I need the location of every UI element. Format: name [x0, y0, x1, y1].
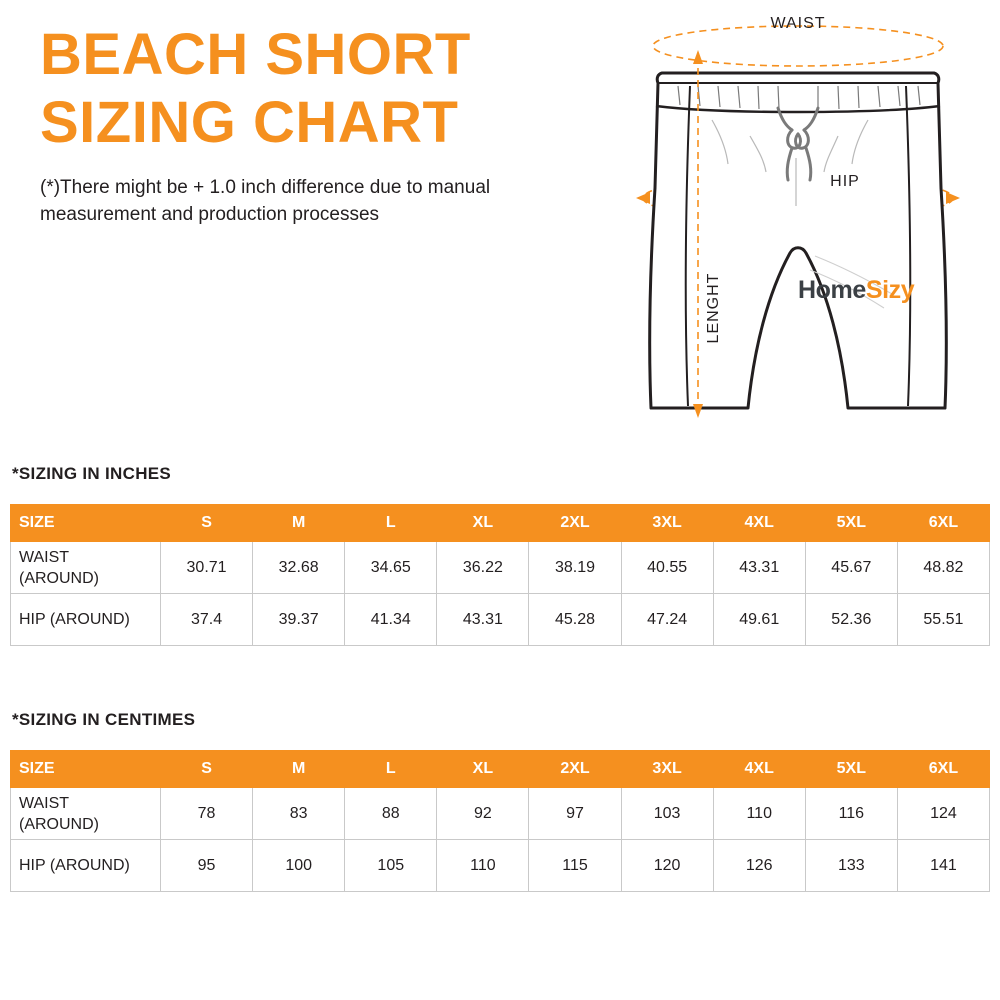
waist-label: WAIST [770, 15, 826, 32]
length-label: LENGHT [705, 272, 722, 344]
cell-waist-m: 32.68 [253, 542, 345, 594]
cell-waist-l: 34.65 [345, 542, 437, 594]
table-row [11, 788, 990, 840]
cell-waist-3xl: 40.55 [621, 542, 713, 594]
table-row [11, 542, 990, 594]
cell-hip-m: 39.37 [253, 594, 345, 646]
cell-hip-cm-xl: 110 [437, 840, 529, 892]
sizing-table-centimes [10, 750, 990, 892]
cell-waist-5xl: 45.67 [805, 542, 897, 594]
page-title-line-2: SIZING CHART [40, 90, 459, 155]
section-label-inches: *SIZING IN INCHES [12, 464, 172, 483]
cell-waist-xl: 36.22 [437, 542, 529, 594]
hip-label: HIP [830, 173, 860, 190]
column-header-6xl-cm: 6XL [897, 751, 989, 788]
column-header-s-cm: S [161, 751, 253, 788]
cell-waist-4xl: 43.31 [713, 542, 805, 594]
row-label-hip-cm-line1: HIP (AROUND) [19, 857, 130, 874]
column-header-s: S [161, 505, 253, 542]
column-header-3xl-cm: 3XL [621, 751, 713, 788]
cell-hip-cm-3xl: 120 [621, 840, 713, 892]
row-label-hip-line1: HIP (AROUND) [19, 611, 130, 628]
cell-hip-xl: 43.31 [437, 594, 529, 646]
column-header-2xl: 2XL [529, 505, 621, 542]
cell-waist-cm-m: 83 [253, 788, 345, 840]
row-label-waist [11, 542, 161, 594]
cell-hip-cm-m: 100 [253, 840, 345, 892]
shorts-outline [650, 73, 947, 408]
cell-waist-s: 30.71 [161, 542, 253, 594]
column-header-5xl: 5XL [805, 505, 897, 542]
cell-waist-cm-l: 88 [345, 788, 437, 840]
cell-waist-2xl: 38.19 [529, 542, 621, 594]
column-header-l: L [345, 505, 437, 542]
column-header-size: SIZE [11, 505, 161, 542]
brand-name-part2: Sizy [865, 276, 915, 304]
cell-hip-cm-5xl: 133 [805, 840, 897, 892]
cell-hip-cm-6xl: 141 [897, 840, 989, 892]
row-label-waist-line2: (AROUND) [19, 569, 99, 587]
cell-hip-6xl: 55.51 [897, 594, 989, 646]
column-header-xl: XL [437, 505, 529, 542]
cell-hip-l: 41.34 [345, 594, 437, 646]
header [40, 22, 600, 228]
row-label-waist-cm-line1: WAIST [19, 794, 70, 812]
column-header-5xl-cm: 5XL [805, 751, 897, 788]
cell-waist-cm-5xl: 116 [805, 788, 897, 840]
cell-waist-cm-xl: 92 [437, 788, 529, 840]
cell-waist-cm-s: 78 [161, 788, 253, 840]
table-header-row [11, 505, 990, 542]
measurement-note: (*)There might be + 1.0 inch difference due to manual measurement and production processes [40, 177, 491, 225]
cell-hip-cm-l: 105 [345, 840, 437, 892]
brand-name-part1: Home [798, 276, 866, 304]
column-header-6xl: 6XL [897, 505, 989, 542]
cell-hip-4xl: 49.61 [713, 594, 805, 646]
row-label-waist-cm [11, 788, 161, 840]
section-label-centimes: *SIZING IN CENTIMES [12, 710, 196, 729]
row-label-waist-cm-line2: (AROUND) [19, 815, 99, 833]
cell-waist-cm-3xl: 103 [621, 788, 713, 840]
cell-waist-6xl: 48.82 [897, 542, 989, 594]
column-header-4xl: 4XL [713, 505, 805, 542]
cell-waist-cm-6xl: 124 [897, 788, 989, 840]
row-label-hip-cm [11, 840, 161, 892]
cell-hip-5xl: 52.36 [805, 594, 897, 646]
column-header-m-cm: M [253, 751, 345, 788]
shorts-diagram-svg [600, 8, 1000, 448]
cell-hip-2xl: 45.28 [529, 594, 621, 646]
cell-hip-3xl: 47.24 [621, 594, 713, 646]
column-header-4xl-cm: 4XL [713, 751, 805, 788]
column-header-m: M [253, 505, 345, 542]
column-header-2xl-cm: 2XL [529, 751, 621, 788]
table-row [11, 840, 990, 892]
column-header-l-cm: L [345, 751, 437, 788]
row-label-hip [11, 594, 161, 646]
column-header-xl-cm: XL [437, 751, 529, 788]
cell-waist-cm-4xl: 110 [713, 788, 805, 840]
page-title-line-1: BEACH SHORT [40, 22, 471, 87]
sizing-table-inches [10, 504, 990, 646]
cell-hip-cm-4xl: 126 [713, 840, 805, 892]
table-header-row [11, 751, 990, 788]
cell-hip-cm-s: 95 [161, 840, 253, 892]
table-row [11, 594, 990, 646]
column-header-3xl: 3XL [621, 505, 713, 542]
shorts-illustration [600, 8, 1000, 448]
row-label-waist-line1: WAIST [19, 548, 70, 566]
cell-waist-cm-2xl: 97 [529, 788, 621, 840]
cell-hip-s: 37.4 [161, 594, 253, 646]
column-header-size-cm: SIZE [11, 751, 161, 788]
cell-hip-cm-2xl: 115 [529, 840, 621, 892]
brand-logo [798, 276, 914, 305]
